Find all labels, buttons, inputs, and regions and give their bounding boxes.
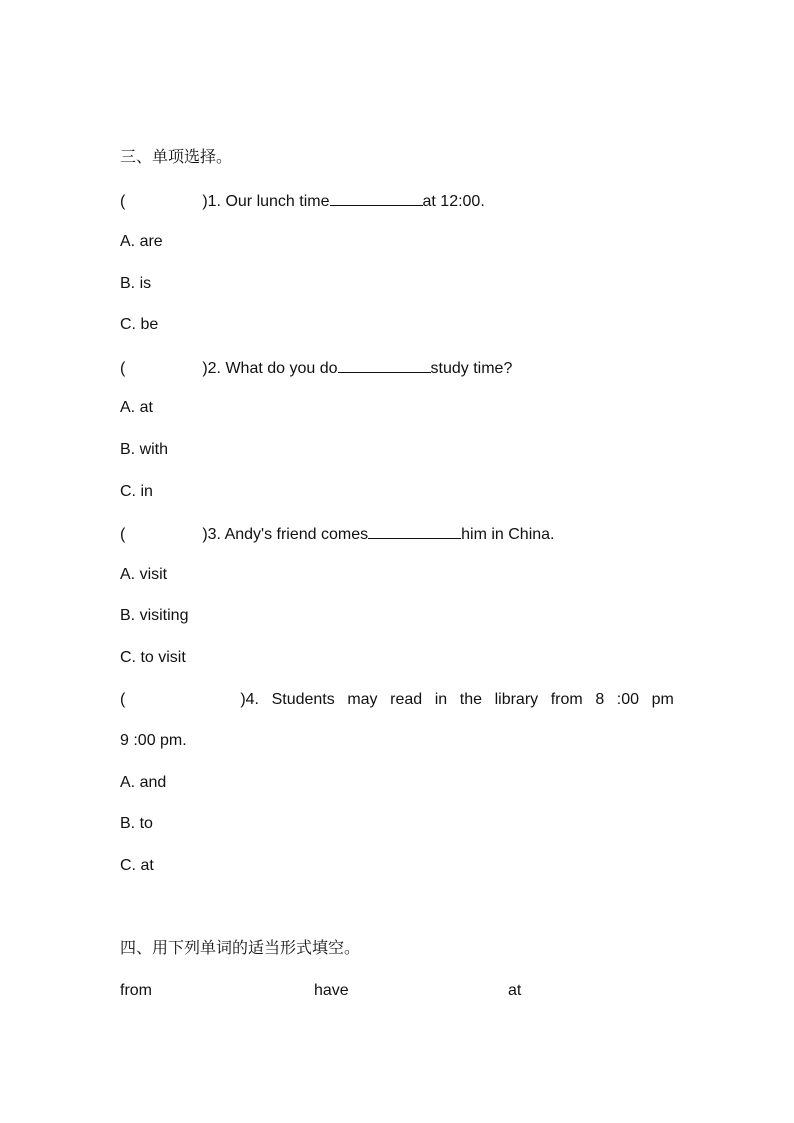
question-number: )1. xyxy=(202,193,221,210)
word: may xyxy=(347,691,378,708)
question-2 xyxy=(120,357,512,379)
word-bank-item: have xyxy=(314,982,349,999)
word: 8 xyxy=(595,691,605,708)
fill-blank[interactable] xyxy=(368,523,461,539)
section-4-heading: 四、用下列单词的适当形式填空。 xyxy=(120,940,361,957)
question-text-before: What do you do xyxy=(225,360,338,377)
question-1 xyxy=(120,190,485,212)
question-number: )2. xyxy=(202,360,221,377)
question-4-continuation: 9 :00 pm. xyxy=(120,732,187,749)
word: read xyxy=(390,691,423,708)
word: :00 xyxy=(616,691,640,708)
option: B. with xyxy=(120,441,169,458)
option: A. are xyxy=(120,233,163,250)
question-4 xyxy=(120,690,674,710)
question-number-group xyxy=(120,690,259,710)
question-text-before: Our lunch time xyxy=(225,193,330,210)
open-paren: ( xyxy=(120,526,126,543)
question-3 xyxy=(120,523,555,545)
question-number: )3. xyxy=(202,526,221,543)
option: C. be xyxy=(120,316,159,333)
open-paren: ( xyxy=(120,193,126,210)
question-text-after: at 12:00. xyxy=(422,193,485,210)
word-bank-item: from xyxy=(120,982,152,999)
word: pm xyxy=(651,691,674,708)
section-3-heading: 三、单项选择。 xyxy=(120,149,233,166)
fill-blank[interactable] xyxy=(338,357,431,373)
option: C. in xyxy=(120,483,153,500)
word: library xyxy=(494,691,539,708)
option: B. to xyxy=(120,815,153,832)
option: C. at xyxy=(120,857,154,874)
word: Students xyxy=(271,691,335,708)
option: C. to visit xyxy=(120,649,186,666)
question-text-after: him in China. xyxy=(461,526,555,543)
question-text-after: study time? xyxy=(430,360,513,377)
open-paren: ( xyxy=(120,360,126,377)
question-number: )4. xyxy=(240,691,259,708)
word: from xyxy=(550,691,583,708)
word: the xyxy=(459,691,483,708)
option: B. visiting xyxy=(120,607,189,624)
option: B. is xyxy=(120,275,152,292)
option: A. at xyxy=(120,399,153,416)
option: A. visit xyxy=(120,566,168,583)
fill-blank[interactable] xyxy=(330,190,423,206)
open-paren: ( xyxy=(120,691,126,708)
option: A. and xyxy=(120,774,167,791)
question-text-before: Andy's friend comes xyxy=(224,526,369,543)
word: in xyxy=(434,691,448,708)
word-bank-item: at xyxy=(508,982,522,999)
